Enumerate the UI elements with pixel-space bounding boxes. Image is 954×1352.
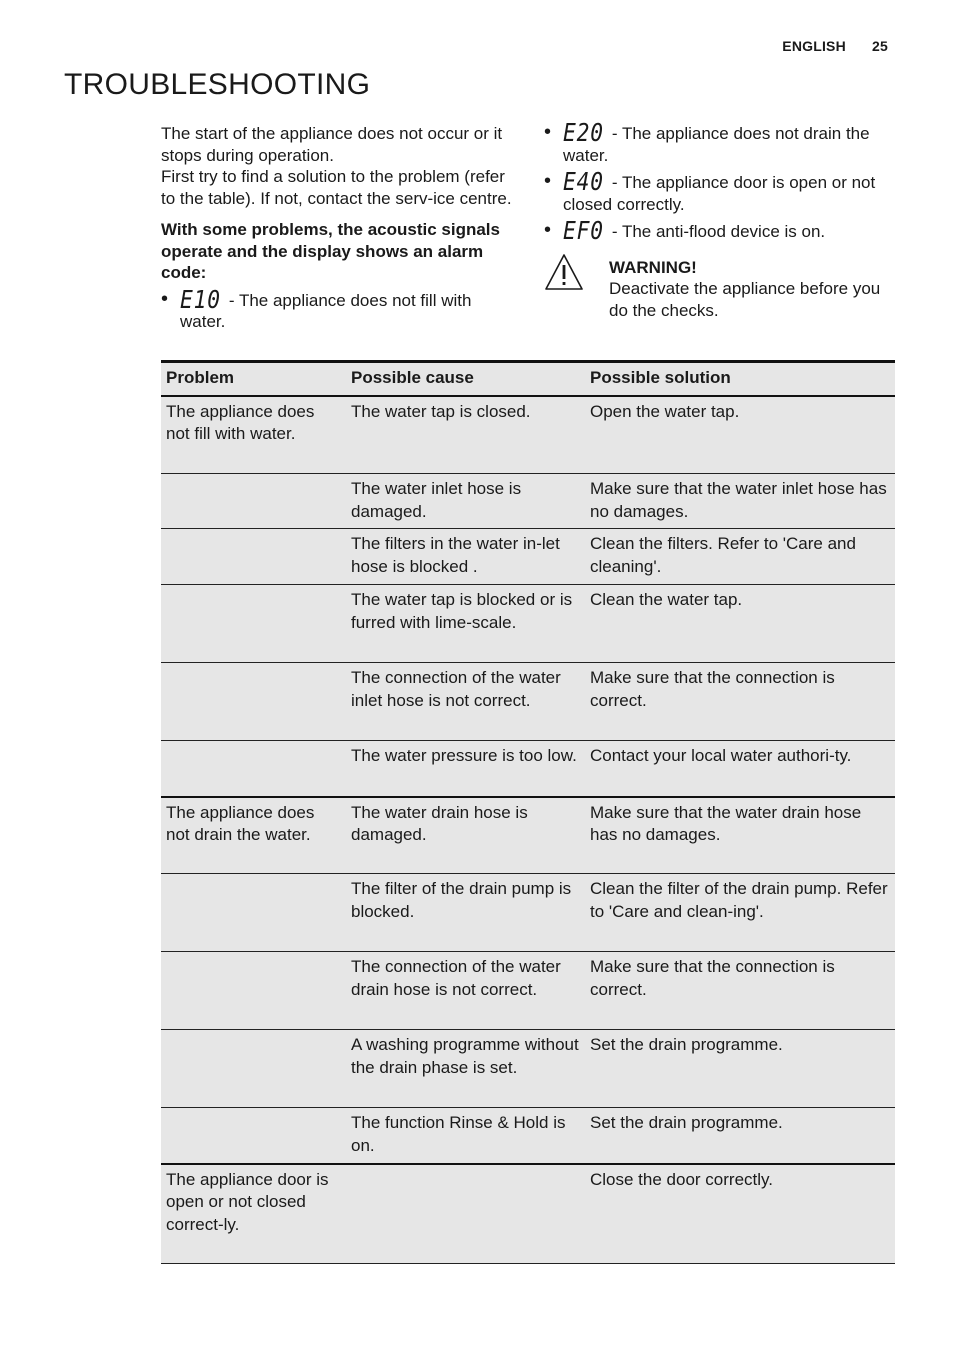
header-cause: Possible cause: [346, 362, 585, 396]
table-row: [161, 1164, 895, 1264]
bullet-icon: •: [161, 287, 169, 310]
cell-cause: The water tap is blocked or is furred with lime-scale.: [346, 585, 585, 663]
header-problem: Problem: [161, 362, 346, 396]
cell-solution: Make sure that the water inlet hose has no damages.: [585, 474, 895, 529]
cell-solution: Clean the filter of the drain pump. Refer to 'Care and clean-ing'.: [585, 874, 895, 952]
alarm-code-item: [544, 167, 894, 215]
alarm-code-item: [161, 284, 521, 333]
table-row: [161, 797, 895, 874]
table-row: [161, 1108, 895, 1164]
cell-problem: [161, 663, 346, 741]
alarm-note: With some problems, the acoustic signals operate and the display shows an alarm code:: [161, 220, 500, 282]
bullet-icon: •: [544, 170, 552, 192]
table-row: [161, 396, 895, 474]
troubleshooting-table: [161, 360, 895, 1264]
alarm-code-item: [544, 118, 894, 166]
cell-cause: The filter of the drain pump is blocked.: [346, 874, 585, 952]
cell-problem: [161, 741, 346, 797]
cell-problem: [161, 1108, 346, 1164]
warning-title: WARNING!: [609, 257, 697, 277]
intro-text-1: The start of the appliance does not occur or it stops during operation.: [161, 124, 503, 165]
language-label: ENGLISH: [782, 38, 846, 54]
table-row: [161, 529, 895, 585]
cell-problem: [161, 474, 346, 529]
alarm-code-text: - The appliance does not drain the water.: [563, 124, 870, 165]
cell-cause: [346, 1164, 585, 1264]
cell-solution: Set the drain programme.: [585, 1108, 895, 1164]
cell-problem: [161, 952, 346, 1030]
table-row: [161, 585, 895, 663]
cell-problem: The appliance does not drain the water.: [161, 797, 346, 874]
cell-solution: Clean the water tap.: [585, 585, 895, 663]
cell-solution: Close the door correctly.: [585, 1164, 895, 1264]
table-row: [161, 1030, 895, 1108]
bullet-icon: •: [544, 219, 552, 241]
table-row: [161, 663, 895, 741]
cell-problem: [161, 1030, 346, 1108]
cell-cause: The water drain hose is damaged.: [346, 797, 585, 874]
cell-solution: Make sure that the connection is correct.: [585, 952, 895, 1030]
cell-problem: [161, 874, 346, 952]
table-row: [161, 874, 895, 952]
header-solution: Possible solution: [585, 362, 895, 396]
intro-text-2: First try to find a solution to the problem (refer to the table). If not, contact the serv-ice centre.: [161, 167, 512, 208]
table-header-row: [161, 362, 895, 396]
table-row: [161, 952, 895, 1030]
cell-problem: [161, 529, 346, 585]
bullet-icon: •: [544, 121, 552, 143]
page-title: TROUBLESHOOTING: [64, 68, 371, 101]
cell-solution: Make sure that the connection is correct.: [585, 663, 895, 741]
cell-solution: Clean the filters. Refer to 'Care and cleaning'.: [585, 529, 895, 585]
cell-cause: The connection of the water inlet hose is not correct.: [346, 663, 585, 741]
cell-problem: The appliance door is open or not closed correct-ly.: [161, 1164, 346, 1264]
alarm-code: E40: [563, 167, 604, 196]
cell-cause: The water pressure is too low.: [346, 741, 585, 797]
page-header: [782, 38, 888, 54]
codes-column: [544, 118, 894, 321]
intro-column: [161, 123, 521, 333]
cell-cause: The function Rinse & Hold is on.: [346, 1108, 585, 1164]
cell-cause: The connection of the water drain hose is not correct.: [346, 952, 585, 1030]
warning-text: Deactivate the appliance before you do the checks.: [609, 279, 881, 320]
alarm-code-item: [544, 216, 894, 245]
table-row: [161, 474, 895, 529]
alarm-code: E10: [180, 284, 221, 314]
page-number: 25: [872, 38, 888, 54]
cell-solution: Open the water tap.: [585, 396, 895, 474]
cell-problem: [161, 585, 346, 663]
cell-cause: The filters in the water in-let hose is blocked .: [346, 529, 585, 585]
cell-solution: Make sure that the water drain hose has no damages.: [585, 797, 895, 874]
cell-cause: The water inlet hose is damaged.: [346, 474, 585, 529]
cell-cause: The water tap is closed.: [346, 396, 585, 474]
alarm-code: EF0: [563, 216, 604, 245]
cell-solution: Set the drain programme.: [585, 1030, 895, 1108]
alarm-code-text: - The appliance door is open or not closed correctly.: [563, 173, 876, 214]
cell-solution: Contact your local water authori-ty.: [585, 741, 895, 797]
warning-triangle-icon: [544, 253, 584, 291]
warning-box: [544, 257, 894, 322]
cell-cause: A washing programme without the drain phase is set.: [346, 1030, 585, 1108]
cell-problem: The appliance does not fill with water.: [161, 396, 346, 474]
alarm-code-text: - The anti-flood device is on.: [607, 222, 826, 241]
table-row: [161, 741, 895, 797]
alarm-code-text: - The appliance does not fill with water.: [180, 290, 472, 331]
alarm-code: E20: [563, 118, 604, 147]
